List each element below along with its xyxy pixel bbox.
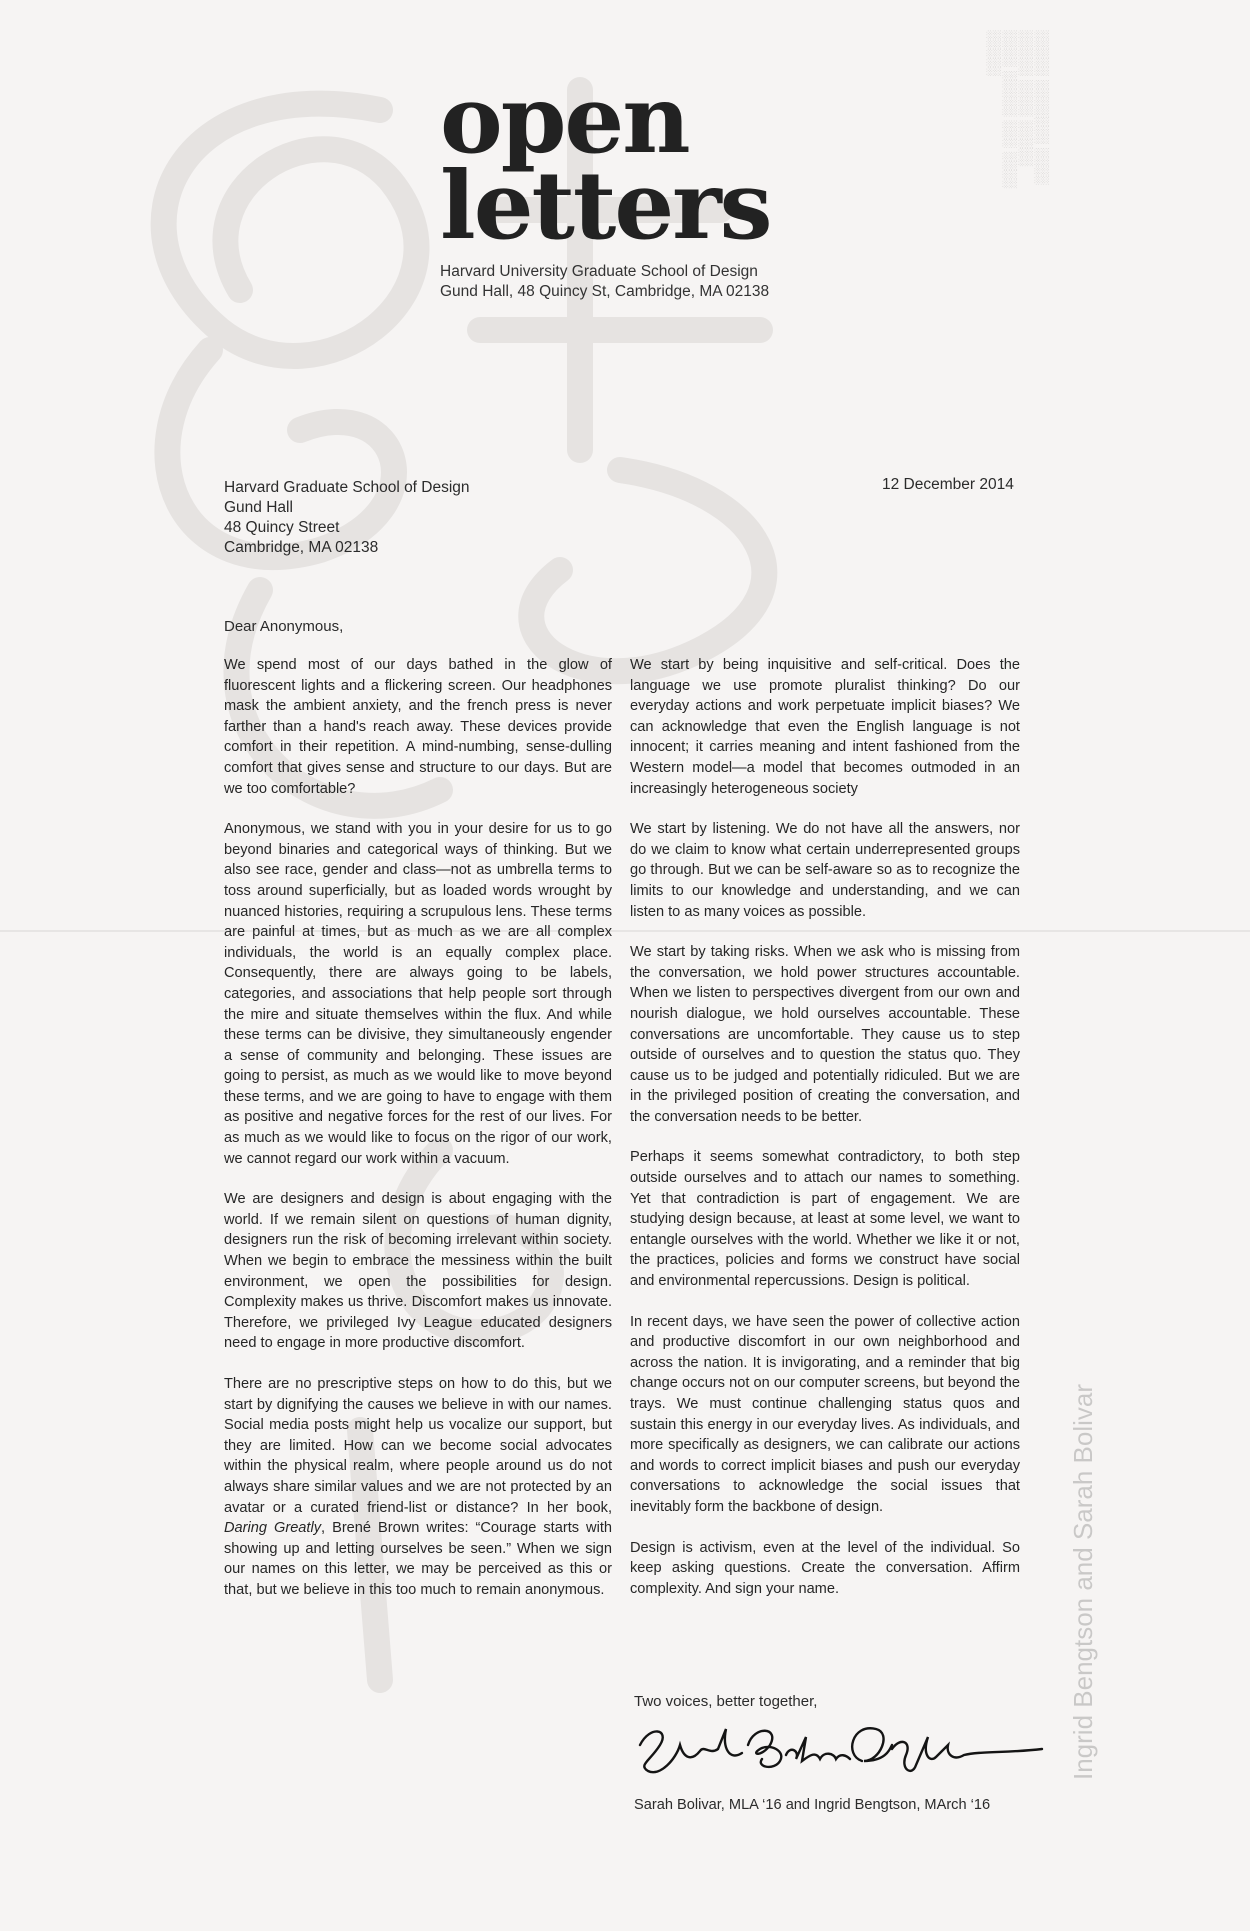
handwritten-signatures <box>630 1715 1050 1785</box>
masthead <box>440 65 840 302</box>
closing-line: Two voices, better together, <box>634 1693 818 1710</box>
masthead-title-letters: letters <box>440 151 771 261</box>
recipient-line: 48 Quincy Street <box>224 519 340 536</box>
body-paragraph: We start by listening. We do not have all the answers, nor do we claim to know what certain underrepresented groups go through. But we can be self-aware so as to recognize the limits to our knowledge and understanding, and we can listen to as many voices as possible. <box>630 821 1020 920</box>
body-paragraph: We spend most of our days bathed in the glow of fluorescent lights and a flickering screen. Our headphones mask the ambient anxiety, and the french press is never farther than a hand's reach away. These devices provide comfort in their repetition. A mind-numbing, sense-dulling comfort that gives sense and structure to our days. But are we too comfortable? <box>224 657 612 797</box>
masthead-address <box>440 262 840 302</box>
body-paragraph: We start by being inquisitive and self-critical. Does the language we use promote pluralist thinking? Do our everyday actions and work perpetuate implicit biases? We can acknowledge that even the English language is not innocent; it carries meaning and intent fashioned from the Western model—a model that becomes outmoded in an increasingly heterogeneous society <box>630 657 1020 797</box>
body-column-right <box>630 655 1020 1619</box>
body-paragraph: Anonymous, we stand with you in your desire for us to go beyond binaries and categorical ways of thinking. But we also see race, gender and class—not as umbrella terms to toss around superficially, but as loaded words wrought by nuanced histories, requiring a scrupulous lens. These terms are painful at times, but as much as we are all complex individuals, the world is an equally complex place. Consequently, there are always going to be labels, categories, and associations that help people sort through the mire and situate themselves within the flux. And while these terms can be divisive, they simultaneously engender a sense of community and belonging. These issues are going to persist, as much as we would like to move beyond these terms, and we are going to have to engage with them as positive and negative forces for the rest of our lives. For as much as we would like to focus on the rigor of our work, we cannot regard our work within a vacuum. <box>224 821 612 1167</box>
body-paragraph <box>224 1374 612 1601</box>
recipient-line: Gund Hall <box>224 499 293 516</box>
body-text: There are no prescriptive steps on how to do this, but we start by dignifying the causes we believe in with our names. Social media posts might help us vocalize our support, but they are limited. How can we become social advocates within the physical realm, where people around us do not always share similar values and we are not protected by an avatar or a curated friend-list or distance? In her book, <box>224 1376 612 1516</box>
body-column-left <box>224 655 612 1621</box>
bleed-through-text: ░░░░░ ░░░░░░░ ░░░░ ░░░░░ ░░░░ ░░░░░ ░░░░ ░░░░░ ░░░ ░░░░ ░░░░░ <box>987 30 1050 189</box>
salutation: Dear Anonymous, <box>224 618 344 635</box>
masthead-street: Gund Hall, 48 Quincy St, Cambridge, MA 02138 <box>440 283 770 300</box>
letter-date: 12 December 2014 <box>882 476 1014 493</box>
body-paragraph: Perhaps it seems somewhat contradictory, to both step outside ourselves and to attach our names to something. Yet that contradiction is part of engagement. We are studying design because, at least at some level, we want to entangle ourselves with the world. Whether we like it or not, the practices, policies and forms we construct have social and environmental repercussions. Design is political. <box>630 1149 1020 1290</box>
recipient-line: Harvard Graduate School of Design <box>224 479 470 496</box>
book-title: Daring Greatly <box>224 1520 322 1537</box>
body-paragraph: We are designers and design is about engaging with the world. If we remain silent on questions of human dignity, designers run the risk of becoming irrelevant within society. When we begin to embrace the messiness within the built environment, we open the possibilities for design. Complexity makes us thrive. Discomfort makes us innovate. Therefore, we privileged Ivy League educated designers need to engage in more productive discomfort. <box>224 1191 612 1352</box>
masthead-institution: Harvard University Graduate School of Design <box>440 263 758 280</box>
body-paragraph: Design is activism, even at the level of the individual. So keep asking questions. Create the conversation. Affirm complexity. And sign your name. <box>630 1539 1020 1597</box>
body-text: , Brené Brown writes: “Courage starts with showing up and letting ourselves be seen.” When we sign our names on this letter, we may be perceived as this or that, but we believe in this too much to remain anonymous. <box>224 1520 612 1598</box>
paper-fold-line <box>0 930 1250 932</box>
masthead-title-open: open <box>440 65 689 175</box>
recipient-address <box>224 478 470 558</box>
body-paragraph: We start by taking risks. When we ask who is missing from the conversation, we hold power structures accountable. When we listen to perspectives divergent from our own and nourish dialogue, we hold ourselves accountable. These conversations are uncomfortable. They cause us to step outside of ourselves and to question the status quo. They cause us to be judged and potentially ridiculed. But we are in the privileged position of creating the conversation, and the conversation needs to be better. <box>630 944 1020 1125</box>
body-paragraph: In recent days, we have seen the power of collective action and productive discomfort in our own neighborhood and across the nation. It is invigorating, and a reminder that big change occurs not on our computer screens, but beyond the trays. We must continue challenging status quos and sustain this energy in our everyday lives. As individuals, and more specifically as designers, we can calibrate our actions and words to correct implicit biases and push our everyday conversations to acknowledge the social issues that inevitably form the backbone of design. <box>630 1313 1020 1515</box>
signers-names: Sarah Bolivar, MLA ‘16 and Ingrid Bengtson, MArch ‘16 <box>634 1797 991 1813</box>
bleed-through-title: Ingrid Bengtson and Sarah Bolivar <box>1068 1383 1098 1780</box>
recipient-line: Cambridge, MA 02138 <box>224 539 379 556</box>
